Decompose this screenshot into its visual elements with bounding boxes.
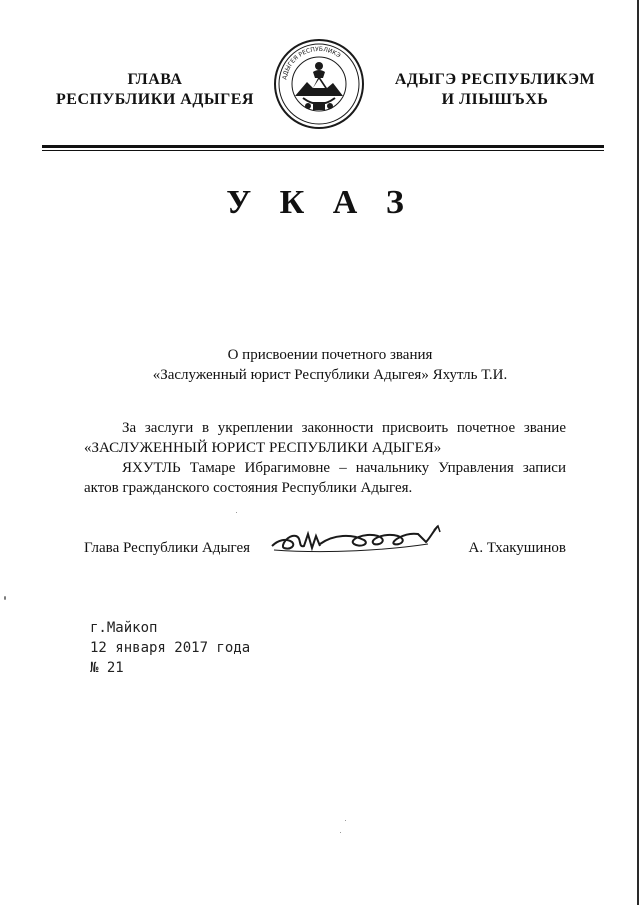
- header-left-line2: РЕСПУБЛИКИ АДЫГЕЯ: [56, 91, 254, 108]
- signatory-name: А. Тхакушинов: [468, 540, 566, 556]
- signature-row: [84, 540, 566, 562]
- footer-number: № 21: [90, 660, 124, 676]
- scan-edge: [637, 0, 639, 905]
- decree-subject: [100, 345, 560, 385]
- header-rule-thin: [42, 150, 604, 151]
- scan-speck: [345, 820, 346, 821]
- header-left: [40, 70, 270, 110]
- body-line3: ЯХУТЛЬ Тамаре Ибрагимовне – начальнику Управления записи: [122, 460, 566, 476]
- body-line4: актов гражданского состояния Республики Адыгея.: [84, 480, 413, 496]
- decree-footer: [90, 618, 250, 678]
- coat-of-arms-icon: [273, 38, 365, 130]
- emblem-ring-text: АДЫГЕЯ РЕСПУБЛИКЭ: [281, 45, 342, 81]
- scan-speck: [4, 596, 6, 600]
- header-right-line2: И ЛІЫШЪХЬ: [441, 91, 549, 108]
- header-right-line1: АДЫГЭ РЕСПУБЛИКЭМ: [394, 71, 596, 88]
- header-left-line1: ГЛАВА: [127, 71, 183, 88]
- footer-date: 12 января 2017 года: [90, 640, 251, 656]
- decree-body: [84, 418, 566, 498]
- footer-city: г.Майкоп: [90, 620, 158, 636]
- scan-speck: [236, 512, 237, 513]
- document-title: У К А З: [226, 184, 414, 221]
- header-rule-thick: [42, 145, 604, 148]
- body-line1: За заслуги в укреплении законности присвоить почетное звание: [122, 420, 566, 436]
- body-line2: «ЗАСЛУЖЕННЫЙ ЮРИСТ РЕСПУБЛИКИ АДЫГЕЯ»: [84, 440, 442, 456]
- header-right: [390, 70, 600, 110]
- subject-line2: «Заслуженный юрист Республики Адыгея» Яхутль Т.И.: [152, 367, 508, 383]
- signatory-title: Глава Республики Адыгея: [84, 540, 251, 556]
- scan-speck: [340, 832, 341, 833]
- subject-line1: О присвоении почетного звания: [227, 347, 433, 363]
